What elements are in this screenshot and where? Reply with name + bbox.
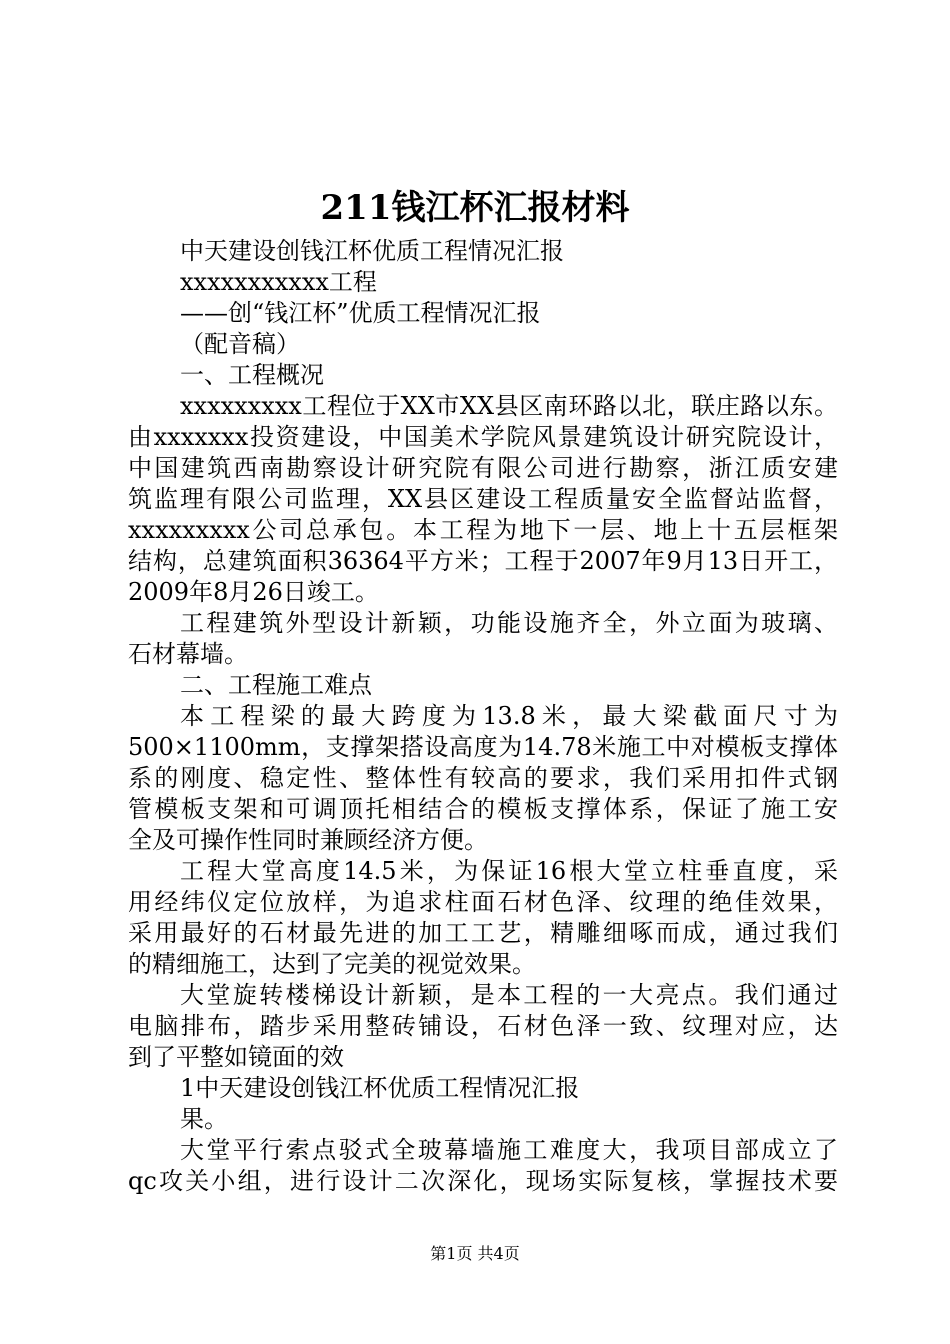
body-text-line: xxxxxxxxx公司总承包。本工程为地下一层、地上十五层框架 (128, 516, 838, 544)
body-text-line: 石材幕墙。 (128, 640, 248, 668)
body-text-line: 管模板支架和可调顶托相结合的模板支撑体系，保证了施工安 (128, 795, 838, 823)
body-text-line: xxxxxxxxx工程位于XX市XX县区南环路以北，联庄路以东。 (180, 392, 838, 420)
body-text-line: 大堂旋转楼梯设计新颖，是本工程的一大亮点。我们通过 (180, 981, 838, 1009)
body-text-line: 2009年8月26日竣工。 (128, 578, 379, 606)
body-text-line: 筑监理有限公司监理，XX县区建设工程质量安全监督站监督， (128, 485, 838, 513)
body-text-line: （配音稿） (180, 330, 300, 358)
body-text-line: 的精细施工，达到了完美的视觉效果。 (128, 950, 536, 978)
body-text-line: 大堂平行索点驳式全玻幕墙施工难度大，我项目部成立了 (180, 1136, 838, 1164)
body-text-line: 到了平整如镜面的效 (128, 1043, 344, 1071)
body-text-line: 本工程梁的最大跨度为13.8米，最大梁截面尺寸为 (180, 702, 838, 730)
document-title: 211钱江杯汇报材料 (320, 188, 630, 228)
body-text-line: ——创“钱江杯”优质工程情况汇报 (180, 299, 541, 327)
body-text-line: 电脑排布，踏步采用整砖铺设，石材色泽一致、纹理对应，达 (128, 1012, 838, 1040)
document-body (128, 236, 838, 1197)
body-text-line: 果。 (180, 1105, 228, 1133)
body-text-line: 二、工程施工难点 (180, 671, 372, 699)
body-text-line: 中国建筑西南勘察设计研究院有限公司进行勘察，浙江质安建 (128, 454, 838, 482)
body-text-line: 工程大堂高度14.5米，为保证16根大堂立柱垂直度，采 (180, 857, 838, 885)
body-text-line: 由xxxxxxx投资建设，中国美术学院风景建筑设计研究院设计， (128, 423, 838, 451)
body-text-line: 全及可操作性同时兼顾经济方便。 (128, 826, 488, 854)
body-text-line: 系的刚度、稳定性、整体性有较高的要求，我们采用扣件式钢 (128, 764, 838, 792)
body-text-line: 结构，总建筑面积36364平方米；工程于2007年9月13日开工， (128, 547, 838, 575)
body-text-line: 用经纬仪定位放样，为追求柱面石材色泽、纹理的绝佳效果， (128, 888, 838, 916)
body-text-line: 500×1100mm，支撑架搭设高度为14.78米施工中对模板支撑体 (128, 733, 838, 761)
body-text-line: xxxxxxxxxxx工程 (180, 268, 377, 296)
body-text-line: 1中天建设创钱江杯优质工程情况汇报 (180, 1074, 580, 1102)
body-text-line: qc攻关小组，进行设计二次深化，现场实际复核，掌握技术要 (128, 1167, 838, 1195)
body-text-line: 采用最好的石材最先进的加工工艺，精雕细啄而成，通过我们 (128, 919, 838, 947)
body-text-line: 一、工程概况 (180, 361, 324, 389)
body-text-line: 工程建筑外型设计新颖，功能设施齐全，外立面为玻璃、 (180, 609, 838, 637)
page-number-footer: 第1页 共4页 (430, 1244, 520, 1263)
body-text-line: 中天建设创钱江杯优质工程情况汇报 (180, 237, 564, 265)
